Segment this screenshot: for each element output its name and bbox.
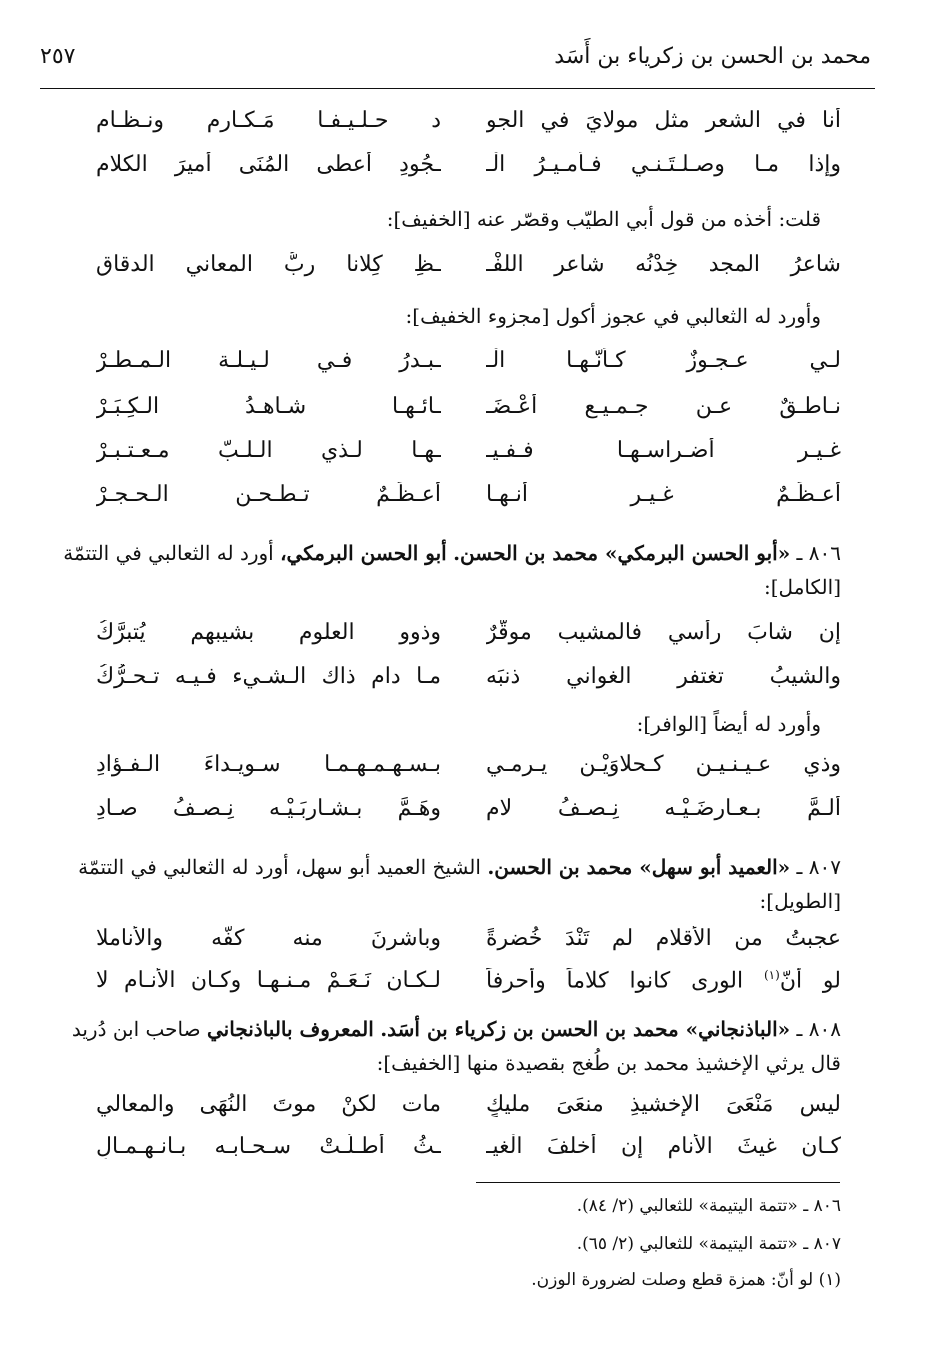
verse-second-hemistich: د حـلـيـفـا مَـكـارم ونـظـام: [96, 108, 441, 133]
verse-line: [96, 482, 841, 522]
note-line: وأورد له أيضاً [الوافر]:: [636, 712, 821, 736]
verse-line: [96, 438, 841, 478]
verse-second-hemistich: ـجُودِ أعطى المُنَى أميرَ الكلام: [96, 152, 441, 177]
verse-second-hemistich: لـكـان نَـعَـمْ مـنـهـا وكـان الأنـام لا: [96, 968, 441, 993]
verse-line: [96, 1134, 841, 1174]
verse-second-hemistich: أعـظَـمٌ تـطـحـن الـحـجـرْ: [96, 482, 441, 507]
verse-first-hemistich: نـاطـقٌ عـن جـمـيـع أعْـضَـ: [486, 394, 841, 419]
running-header-title: محمد بن الحسن بن زكرياء بن أَسَد: [554, 44, 871, 69]
verse-line: [96, 664, 841, 704]
verse-line: [96, 968, 841, 1008]
verse-first-hemistich: إن شابَ رأسي فالمشيب موقَّرٌ: [486, 620, 841, 645]
verse-second-hemistich: مـا دام ذاك الـشـيء فـيـه تـحـرُّكُ: [96, 664, 441, 689]
footnote-806: ٨٠٦ ـ «تتمة اليتيمة» للثعالبي (٢/ ٨٤).: [576, 1196, 841, 1216]
verse-line: [96, 752, 841, 792]
entry-806: [54, 536, 841, 604]
entry-807: [54, 850, 841, 918]
verse-second-hemistich: ـائـهـا شـاهـدُ الـكِـبَـرْ: [96, 394, 441, 419]
verse-first-hemistich: وإذا مـا وصـلـتَـنـي فـأمـيـرُ الْـ: [486, 152, 841, 177]
entry-number: ٨٠٨ ـ: [796, 1017, 841, 1041]
verse-first-hemistich: لـي عـجـوزٌ كـأنّـهـا الْـ: [486, 348, 841, 373]
entry-heading: «أبو الحسن البرمكي» محمد بن الحسن.: [453, 541, 791, 565]
entry-text: صاحب ابن دُريد قال يرثي الإخشيذ محمد بن طُغج بقصيدة منها [الخفيف]:: [71, 1017, 841, 1075]
verse-text: الورى كانوا كلاماً وأحرفاً: [486, 968, 764, 994]
verse-text: لو أنّ: [779, 968, 841, 994]
verse-first-hemistich: [486, 968, 841, 993]
verse-line: [96, 620, 841, 660]
entry-number: ٨٠٧ ـ: [796, 855, 841, 879]
verse-second-hemistich: وباشرنَ منه كفَّه والأناملا: [96, 926, 441, 951]
verse-first-hemistich: كـان غيثَ الأنام إن أخلفَ الْغيـ: [486, 1134, 841, 1159]
note-line: قلت: أخذه من قول أبي الطيّب وقصّر عنه [الخفيف]:: [386, 207, 821, 231]
verse-first-hemistich: ليس مَنْعَىَ الإخشيذِ منعَىَ مليكٍ: [486, 1092, 841, 1117]
verse-line: [96, 926, 841, 966]
verse-second-hemistich: ـبـدرُ فـي لـيـلـة الـمـطـرْ: [96, 348, 441, 373]
footnote-807: ٨٠٧ ـ «تتمة اليتيمة» للثعالبي (٢/ ٦٥).: [576, 1234, 841, 1254]
footnote-1: (١) لو أنّ: همزة قطع وصلت لضرورة الوزن.: [531, 1270, 841, 1290]
entry-number: ٨٠٦ ـ: [796, 541, 841, 565]
footnote-marker: (١): [763, 968, 780, 982]
verse-first-hemistich: وذي عـيـنـيـن كـحلاوَيْـن يـرمـي: [486, 752, 841, 777]
entry-heading: «العميد أبو سهل» محمد بن الحسن.: [487, 855, 791, 879]
entry-heading: «الباذنجاني» محمد بن الحسن بن زكرياء بن أسَد.: [380, 1017, 791, 1041]
note-line: وأورد له الثعالبي في عجوز أكول [مجزوء الخفيف]:: [405, 304, 821, 328]
verse-second-hemistich: بـسـهـمـهـمـا سـويـداءَ الـفـؤادِ: [96, 752, 441, 777]
verse-first-hemistich: أعـظَـمٌ غـيـر أنـهـا: [486, 482, 841, 507]
verse-second-hemistich: ـظِ كِلانا ربُّ المعاني الدقاقِ: [96, 252, 441, 277]
entry-name: أبو الحسن البرمكي،: [280, 541, 447, 565]
verse-first-hemistich: عجبتُ من الأقلام لم تَنْدَ خُضرةً: [486, 926, 841, 951]
footnote-divider: [476, 1182, 840, 1183]
verse-second-hemistich: ـثُ أطـلَّـتْ سـحـابـه بـانـهـمـالِ: [96, 1134, 441, 1159]
verse-first-hemistich: غـيـر أضـراسـهـا فـفـيـ: [486, 438, 841, 463]
verse-first-hemistich: شاعرُ المجد خِدْنُه شاعر اللفْـ: [486, 252, 841, 277]
verse-first-hemistich: ألـمَّ بـعـارضَـيْـه نِـصـفُ لامٍ: [486, 796, 841, 821]
verse-line: [96, 348, 841, 388]
verse-line: [96, 1092, 841, 1132]
verse-line: [96, 108, 841, 148]
verse-second-hemistich: مات لكنْ موتَ النُهَى والمعالي: [96, 1092, 441, 1117]
verse-first-hemistich: أنا في الشعر مثل مولايَ في الجو: [486, 108, 841, 133]
entry-808: [54, 1012, 841, 1080]
verse-second-hemistich: وهَـمَّ بـشـاربَـيْـه نِـصـفُ صـادِ: [96, 796, 441, 821]
verse-line: [96, 796, 841, 836]
verse-line: [96, 394, 841, 434]
entry-text: أورد له الثعالبي في التتمّة [الكامل]:: [63, 541, 841, 599]
verse-second-hemistich: ـهـا لـذي الـلـبّ مـعـتـبـرْ: [96, 438, 441, 463]
entry-text: الشيخ العميد أبو سهل، أورد له الثعالبي في التتمّة [الطويل]:: [78, 855, 841, 913]
verse-first-hemistich: والشيبُ تغتفر الغواني ذنبَه: [486, 664, 841, 689]
entry-name: المعروف بالباذنجاني: [206, 1017, 374, 1041]
verse-line: [96, 252, 841, 292]
verse-second-hemistich: وذوو العلوم بشيبهم يُتبرَّكُ: [96, 620, 441, 645]
verse-line: [96, 152, 841, 192]
header-divider: [40, 88, 875, 89]
page-number: ٢٥٧: [40, 44, 76, 69]
